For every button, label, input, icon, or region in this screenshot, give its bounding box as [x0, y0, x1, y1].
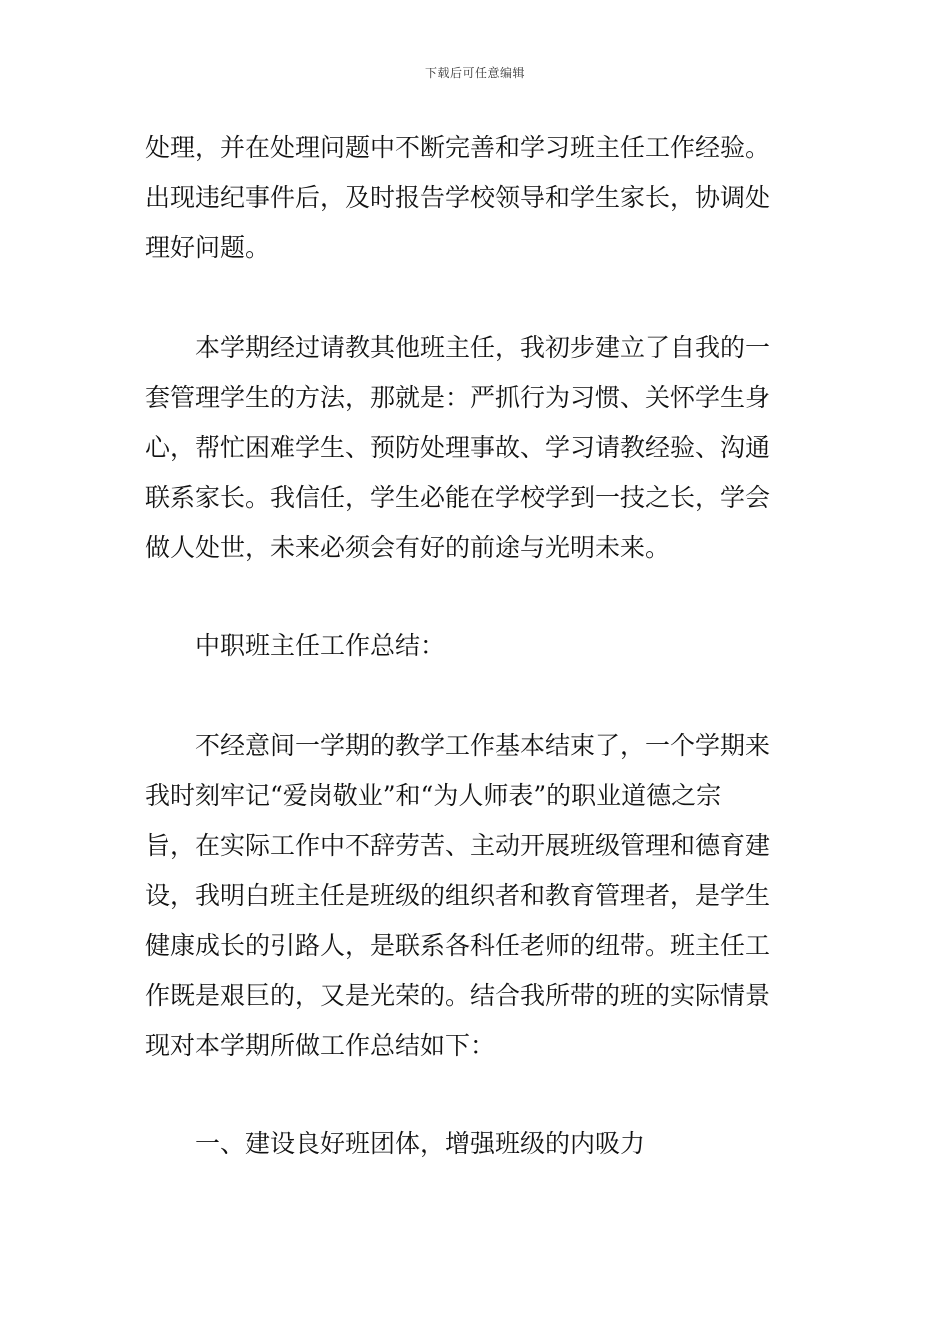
section-title [145, 621, 807, 671]
paragraph-methods [145, 323, 807, 573]
text-line: 作既是艰巨的，又是光荣的。结合我所带的班的实际情景 [145, 981, 771, 1010]
text-line: 套管理学生的方法，那就是：严抓行为习惯、关怀学生身 [145, 383, 771, 412]
text-line: 不经意间一学期的教学工作基本结束了，一个学期来 [195, 731, 771, 760]
text-line: 做人处世，未来必须会有好的前途与光明未来。 [145, 533, 671, 562]
text-line: 联系家长。我信任，学生必能在学校学到一技之长，学会 [145, 483, 771, 512]
section-heading-one [145, 1119, 807, 1169]
text-line: 本学期经过请教其他班主任，我初步建立了自我的一 [195, 333, 771, 362]
text-line: 设，我明白班主任是班级的组织者和教育管理者，是学生 [145, 881, 771, 910]
text-line: 理好问题。 [145, 233, 271, 262]
text-line: 心，帮忙困难学生、预防处理事故、学习请教经验、沟通 [145, 433, 771, 462]
text-line: 处理，并在处理问题中不断完善和学习班主任工作经验。 [145, 133, 771, 162]
text-line: 一、建设良好班团体，增强班级的内吸力 [195, 1129, 646, 1158]
text-line: 我时刻牢记“爱岗敬业”和“为人师表”的职业道德之宗 [145, 781, 722, 810]
text-line: 中职班主任工作总结： [195, 631, 446, 660]
paragraph-continuation [145, 123, 807, 273]
text-line: 健康成长的引路人，是联系各科任老师的纽带。班主任工 [145, 931, 771, 960]
text-line: 现对本学期所做工作总结如下： [145, 1031, 496, 1060]
page-header: 下载后可任意编辑 [424, 66, 525, 80]
paragraph-summary [145, 721, 807, 1071]
text-line: 旨，在实际工作中不辞劳苦、主动开展班级管理和德育建 [145, 831, 771, 860]
text-line: 出现违纪事件后，及时报告学校领导和学生家长，协调处 [145, 183, 771, 212]
